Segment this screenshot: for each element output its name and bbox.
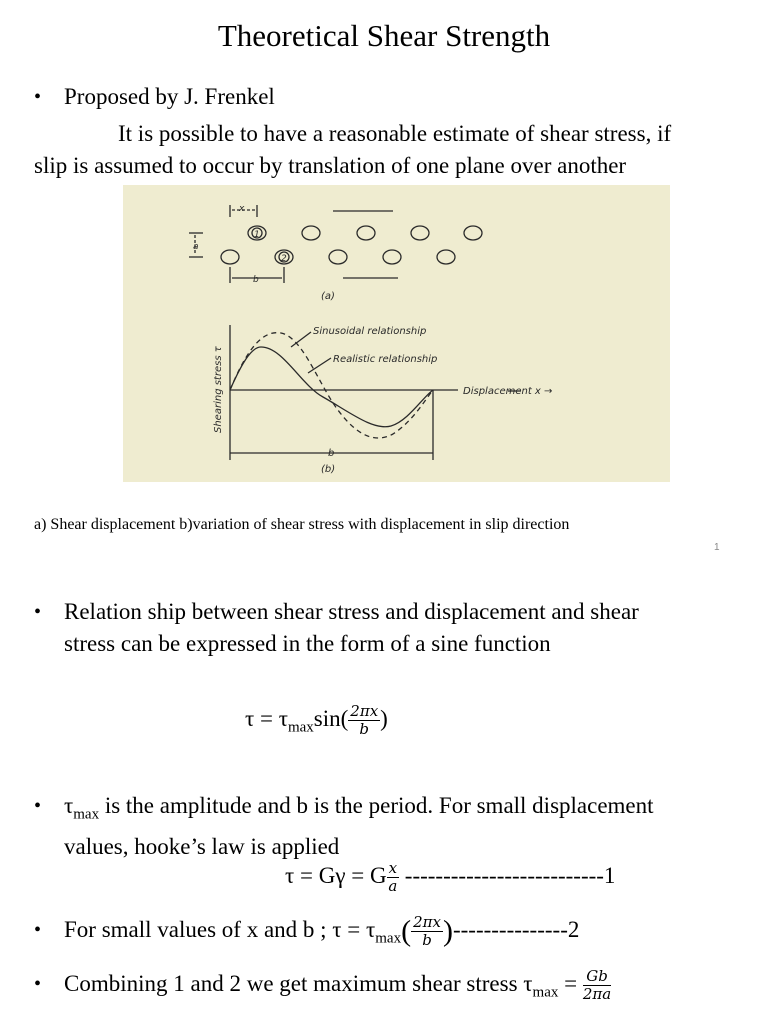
sinusoidal-label: Sinusoidal relationship	[313, 326, 427, 337]
eq-sign: =	[558, 971, 578, 996]
equation-hooke	[285, 860, 615, 895]
dim-x-label: x	[239, 204, 245, 214]
atom	[411, 226, 429, 240]
atom-1-label: 1	[254, 230, 260, 240]
bullet-proposed	[34, 81, 275, 113]
atom	[329, 250, 347, 264]
tau-sub: max	[73, 806, 100, 823]
tau-sub: max	[375, 930, 402, 947]
bullet-text: Combining 1 and 2 we get maximum shear stress τ	[64, 971, 533, 996]
paragraph-line-1: It is possible to have a reasonable estimate of shear stress, if	[118, 121, 672, 146]
eq-den: 2πa	[582, 985, 612, 1004]
eq-num: x	[388, 859, 398, 877]
paren-close: )	[442, 914, 453, 948]
bullet-line: values, hooke’s law is applied	[64, 833, 340, 859]
eq-lhs: τ = τ	[245, 705, 288, 731]
bullet-text: Proposed by J. Frenkel	[64, 84, 275, 109]
eq-sub: max	[287, 719, 314, 736]
bullet-small-values	[34, 913, 580, 955]
dim-b-plot-label: b	[328, 448, 335, 459]
bullet-line: Relation ship between shear stress and displacement and shear	[64, 599, 639, 624]
eq-tail: ---------------2	[452, 917, 580, 942]
part-a-label: (a)	[321, 291, 335, 302]
page-title: Theoretical Shear Strength	[217, 18, 551, 53]
bullet-text: is the amplitude and b is the period. For small displacement	[99, 793, 654, 818]
page-number: 1	[714, 542, 720, 553]
tau-sub: max	[532, 984, 559, 1001]
paren-open: (	[401, 914, 412, 948]
eq-fn: sin(	[313, 705, 349, 731]
eq-den: b	[359, 720, 370, 738]
eq-fraction	[348, 703, 380, 738]
bullet-amplitude	[34, 790, 654, 863]
atom	[464, 226, 482, 240]
eq-num: 2πx	[413, 913, 441, 932]
paragraph-line-2: slip is assumed to occur by translation of one plane over another	[34, 153, 627, 178]
atom	[221, 250, 239, 264]
atom	[357, 226, 375, 240]
bullet-dot: •	[34, 973, 42, 995]
bullet-line: stress can be expressed in the form of a sine function	[64, 631, 551, 656]
eq-tail: --------------------------1	[399, 862, 616, 888]
eq-den: a	[388, 877, 398, 895]
bullet-dot: •	[34, 86, 42, 108]
bullet-text: For small values of x and b ; τ = τ	[64, 917, 376, 942]
bullet-dot: •	[34, 919, 42, 941]
atom	[302, 226, 320, 240]
bullet-dot: •	[34, 795, 42, 817]
eq-lhs: τ = Gγ = G	[285, 862, 387, 888]
bullet-relationship	[34, 596, 639, 660]
atom-2-label: 2	[281, 254, 287, 264]
bullet-dot: •	[34, 601, 42, 623]
part-b-label: (b)	[321, 464, 336, 475]
tau-symbol: τ	[64, 793, 74, 818]
atom	[383, 250, 401, 264]
shear-figure	[123, 185, 670, 482]
bullet-line	[64, 790, 654, 831]
figure-caption: a) Shear displacement b)variation of shear stress with displacement in slip direction	[34, 516, 570, 533]
eq-fraction	[583, 968, 611, 1003]
x-axis-label: Displacement x →	[463, 386, 553, 397]
atom	[437, 250, 455, 264]
bullet-combining	[34, 967, 612, 1009]
eq-close: )	[380, 705, 388, 731]
leader-line	[291, 332, 311, 347]
eq-num: Gb	[583, 968, 611, 986]
shear-figure-svg	[123, 185, 670, 482]
dim-b-label: b	[253, 275, 259, 285]
eq-den: b	[422, 931, 432, 950]
equation-sine	[245, 703, 388, 738]
eq-num: 2πx	[350, 702, 379, 720]
eq-fraction	[387, 860, 399, 895]
sinusoidal-curve	[230, 333, 433, 438]
realistic-label: Realistic relationship	[333, 354, 438, 365]
y-axis-label: Shearing stress τ	[213, 346, 224, 433]
dim-a-label: a	[193, 242, 199, 252]
eq-fraction	[411, 914, 443, 949]
